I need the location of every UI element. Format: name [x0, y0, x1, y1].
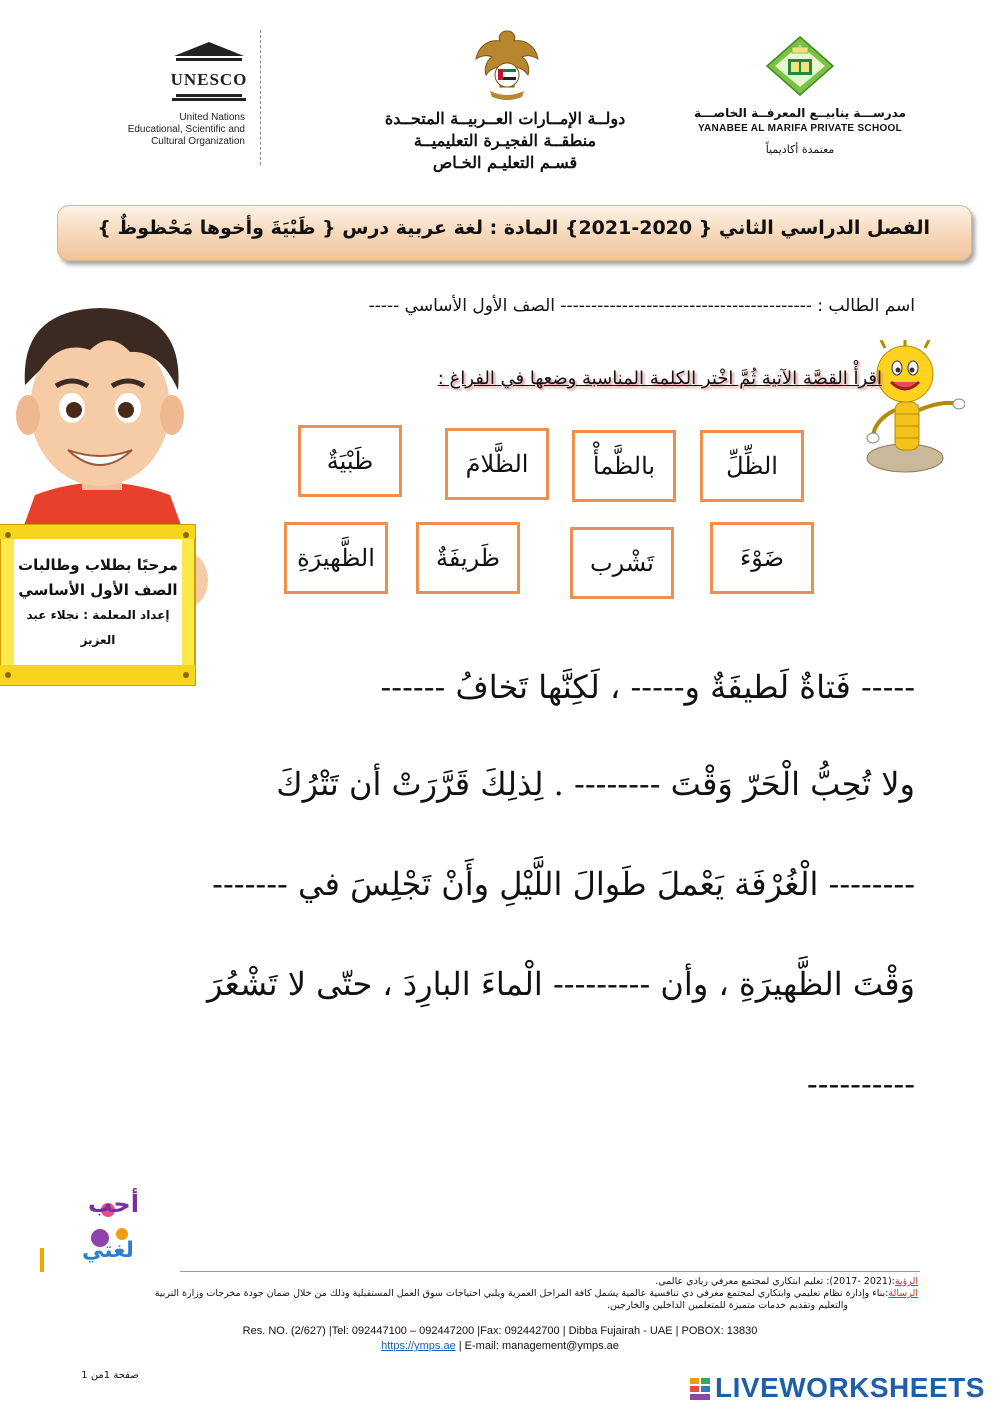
liveworksheets-icon: [690, 1378, 710, 1400]
word-option[interactable]: الظَّلامَ: [445, 428, 549, 500]
school-accreditation: معتمدة أكاديمياً: [765, 143, 835, 156]
story-line-5: ----------: [806, 1065, 915, 1103]
liveworksheets-brand: LIVEWORKSHEETS: [715, 1372, 985, 1403]
website-link[interactable]: https://ymps.ae: [381, 1340, 456, 1352]
unesco-logo-text: UNESCO: [170, 70, 248, 89]
mission-text-2: والتعليم وتقديم خدمات متميزة للمتعلمين الداخلين والخارجين.: [606, 1300, 848, 1311]
footer-divider: [180, 1271, 920, 1272]
welcome-sign: [0, 515, 200, 690]
school-name-en: YANABEE AL MARIFA PRIVATE SCHOOL: [697, 123, 903, 134]
sign-line-3: إعداد المعلمة : نجلاء عبد العزيز: [26, 608, 170, 647]
word-option[interactable]: ظَريفَةٌ: [416, 522, 520, 594]
story-line-1: ----- فَتاةٌ لَطيفَةٌ و----- ، لَكِنَّها تَخافُ ------: [380, 668, 915, 706]
government-heading: دولــة الإمــارات العــربيــة المتحــدة منطقــة الفجيـرة التعليميــة قسـم التعليـم الخـاص: [384, 109, 626, 172]
contact-info: Res. NO. (2/627) |Tel: 092447100 – 092447200 |Fax: 092442700 | Dibba Fujairah - UAE | POBOX: 13830: [242, 1325, 758, 1337]
student-name-line: اسم الطالب : ----------------------------------------- الصف الأول الأساسي -----: [368, 296, 915, 316]
word-option[interactable]: الظِّلِّ: [700, 430, 804, 502]
footer-links: [100, 1340, 900, 1352]
sign-line-1: مرحبًا بطلاب وطالبات: [18, 556, 178, 574]
love-language-logo: [30, 1188, 145, 1283]
unesco-logo: [170, 40, 248, 102]
email-text: | E-mail: management@ymps.ae: [458, 1340, 619, 1352]
word-option[interactable]: تَشْرب: [570, 527, 674, 599]
page-number: صفحة 1من 1: [81, 1370, 139, 1381]
uae-emblem-icon: [472, 25, 542, 105]
word-option[interactable]: ظَبْيَةٌ: [298, 425, 402, 497]
vision-mission: [60, 1276, 918, 1312]
story-line-3: -------- الْغُرْفَة يَعْملَ طَوالَ اللَّيْلِ وأَنْ تَجْلِسَ في -------: [212, 865, 915, 903]
word-option[interactable]: ضَوْءَ: [710, 522, 814, 594]
mascot-illustration: [855, 340, 965, 480]
vision-label: الرؤية: [894, 1276, 918, 1287]
header-divider: [260, 30, 261, 165]
mission-label: الرسالة: [888, 1288, 918, 1299]
school-logo-icon: [765, 35, 835, 97]
lesson-title: الفصل الدراسي الثاني { 2020-2021} المادة : لغة عربية درس { ظَبْيَةَ وأخوها مَحْظوظٌ }: [97, 217, 930, 239]
love-word-1: أحب: [88, 1190, 139, 1218]
school-name-ar: مدرســـة ينابيــع المعرفــة الخاصـــة: [693, 106, 907, 120]
mission-text: :بناء وإدارة نظام تعليمي وابتكاري لمجتمع معرفي ذي تنافسية عالمية يشمل كافة المراحل العمرية ويلبي احتياجات سوق العمل المستقبلية وذلك من خلال ضمان جودة مخرجات وزارة التربية: [154, 1288, 889, 1299]
sign-line-2: الصف الأول الأساسي: [18, 581, 178, 599]
word-option[interactable]: الظَّهيرَةِ: [284, 522, 388, 594]
love-word-2: لغتي: [82, 1238, 134, 1263]
story-line-2: ولا تُحِبُّ الْحَرّ وَقْتَ -------- . لِذلِكَ قَرَّرَتْ أن تَتْرُكَ: [276, 765, 915, 803]
unesco-caption: United Nations Educational, Scientific and Cultural Organization: [127, 112, 245, 147]
story-line-4: وَقْتَ الظَّهيرَةِ ، وأن --------- الْماءَ البارِدَ ، حتّى لا تَشْعُرَ: [206, 965, 915, 1003]
instruction-text: اقرأْ القصَّة الآتية ثُمَّ اخْتر الكلمة المناسبة وضعها في الفراغ :: [437, 368, 882, 389]
vision-text: :(2021 -2017): تعليم ابتكاري لمجتمع معرفي ريادي عالمي.: [655, 1276, 895, 1287]
word-option[interactable]: بالظَّمأْ: [572, 430, 676, 502]
